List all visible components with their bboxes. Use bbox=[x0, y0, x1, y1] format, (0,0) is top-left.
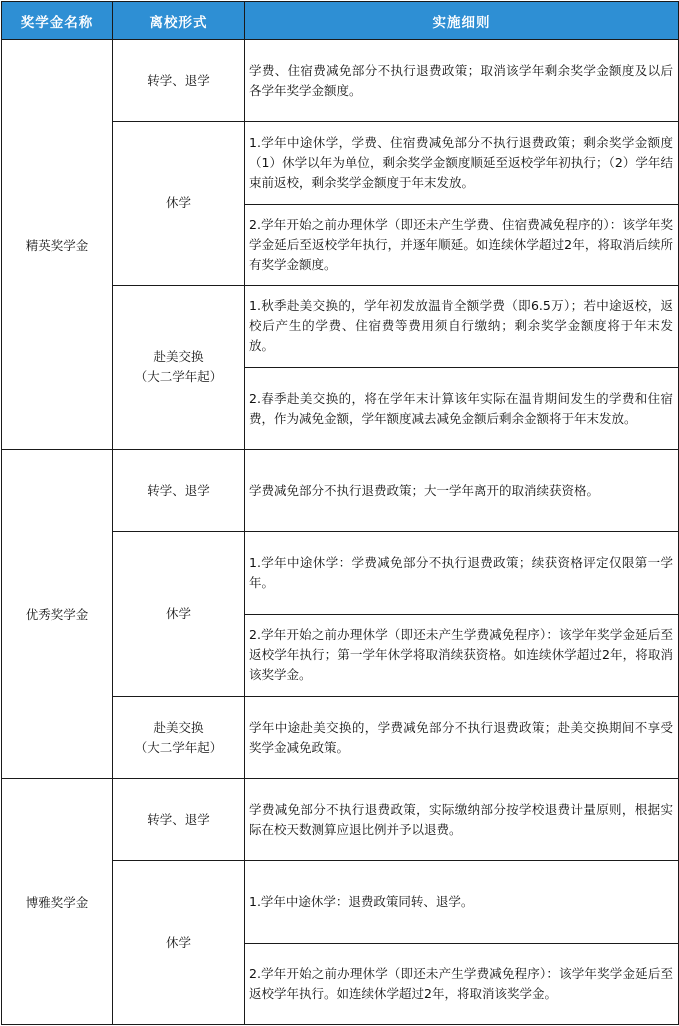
detail-cell: 2.春季赴美交换的，将在学年末计算该年实际在温肯期间发生的学费和住宿费，作为减免金额，学年额度减去减免金额后剩余金额将于年末发放。 bbox=[245, 367, 679, 449]
detail-cell: 1.学年中途休学：退费政策同转、退学。 bbox=[245, 861, 679, 943]
detail-cell: 1.学年中途休学：学费减免部分不执行退费政策；续获资格评定仅限第一学年。 bbox=[245, 532, 679, 614]
leave-mode-cell: 休学 bbox=[113, 122, 245, 285]
header-implementation-details: 实施细则 bbox=[245, 2, 679, 40]
detail-cell: 2.学年开始之前办理休学（即还未产生学费减免程序）：该学年奖学金延后至返校学年执行。如连续休学超过2年，将取消该奖学金。 bbox=[245, 943, 679, 1024]
table-row bbox=[2, 40, 679, 122]
leave-mode-cell: 转学、退学 bbox=[113, 779, 245, 861]
detail-cell: 学费、住宿费减免部分不执行退费政策；取消该学年剩余奖学金额度及以后各学年奖学金额度。 bbox=[245, 40, 679, 122]
leave-mode-cell: 转学、退学 bbox=[113, 450, 245, 532]
detail-cell: 2.学年开始之前办理休学（即还未产生学费、住宿费减免程序的）：该学年奖学金延后至返校学年执行，并逐年顺延。如连续休学超过2年，将取消后续所有奖学金额度。 bbox=[245, 204, 679, 285]
leave-mode-cell: 休学 bbox=[113, 861, 245, 1025]
detail-cell: 2.学年开始之前办理休学（即还未产生学费减免程序）：该学年奖学金延后至返校学年执行；第一学年休学将取消续获资格。如连续休学超过2年，将取消该奖学金。 bbox=[245, 614, 679, 696]
scholarship-policy-table bbox=[1, 1, 679, 1025]
leave-mode-label: 赴美交换 bbox=[153, 349, 204, 365]
scholarship-name-boya: 博雅奖学金 bbox=[2, 779, 113, 1025]
detail-cell: 学费减免部分不执行退费政策；大一学年离开的取消续获资格。 bbox=[245, 450, 679, 532]
leave-mode-sublabel: （大二学年起） bbox=[134, 369, 223, 385]
header-scholarship-name: 奖学金名称 bbox=[2, 2, 113, 40]
detail-cell: 学费减免部分不执行退费政策，实际缴纳部分按学校退费计量原则，根据实际在校天数测算应退比例并予以退费。 bbox=[245, 779, 679, 861]
scholarship-name-elite: 精英奖学金 bbox=[2, 40, 113, 450]
detail-cell: 学年中途赴美交换的，学费减免部分不执行退费政策；赴美交换期间不享受奖学金减免政策。 bbox=[245, 696, 679, 778]
scholarship-name-excellent: 优秀奖学金 bbox=[2, 450, 113, 779]
header-leave-mode: 离校形式 bbox=[113, 2, 245, 40]
leave-mode-cell: 休学 bbox=[113, 532, 245, 697]
detail-cell: 1.学年中途休学，学费、住宿费减免部分不执行退费政策；剩余奖学金额度（1）休学以年为单位，剩余奖学金额度顺延至返校学年初执行；（2）学年结束前返校，剩余奖学金额度于年末发放。 bbox=[245, 122, 679, 204]
detail-cell: 1.秋季赴美交换的，学年初发放温肯全额学费（即6.5万）；若中途返校，返校后产生的学费、住宿费等费用须自行缴纳；剩余奖学金额度将于年末发放。 bbox=[245, 285, 679, 367]
table-header-row bbox=[2, 2, 679, 40]
leave-mode-label: 赴美交换 bbox=[153, 719, 204, 735]
table-row bbox=[2, 779, 679, 861]
table-row bbox=[2, 450, 679, 532]
leave-mode-cell bbox=[113, 285, 245, 450]
leave-mode-sublabel: （大二学年起） bbox=[134, 739, 223, 755]
leave-mode-cell bbox=[113, 696, 245, 778]
leave-mode-cell: 转学、退学 bbox=[113, 40, 245, 122]
